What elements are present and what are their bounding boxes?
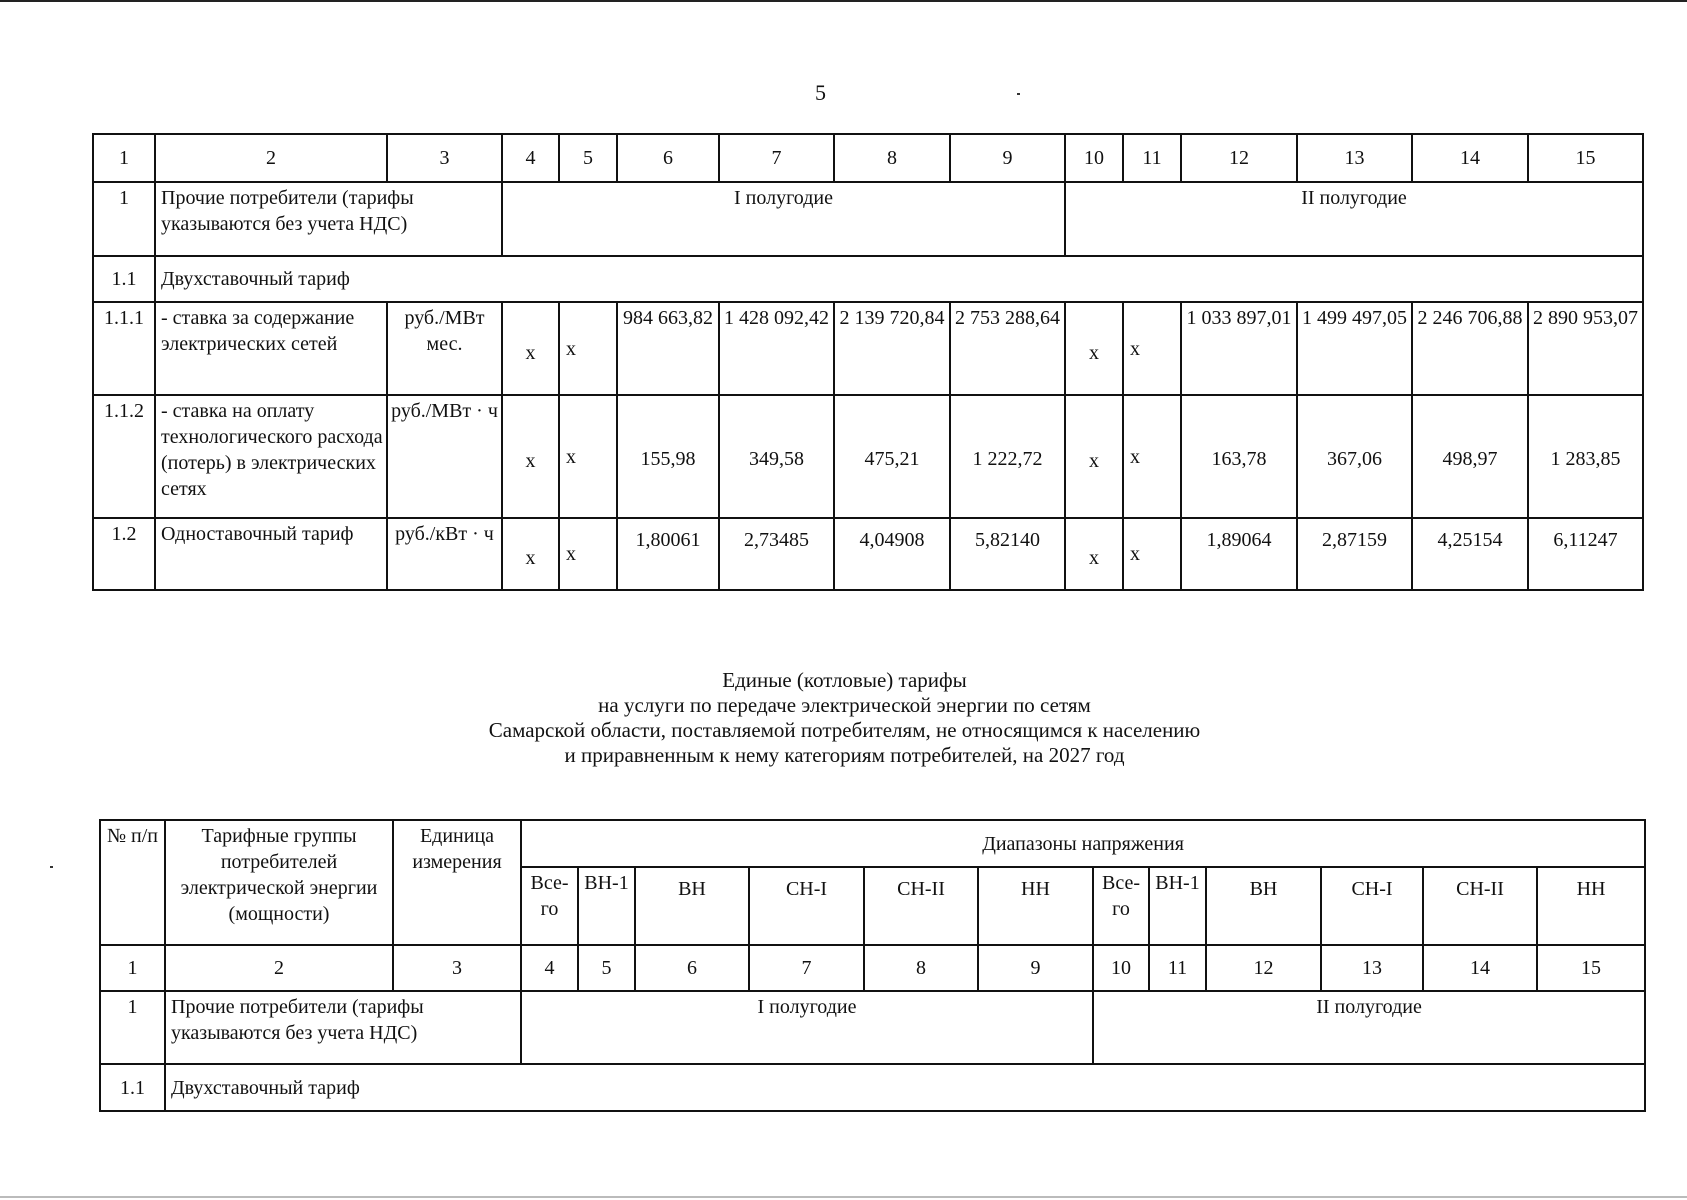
title-line: Самарской области, поставляемой потребителям, не относящимся к населению bbox=[488, 718, 1201, 742]
cell-value: х bbox=[502, 302, 559, 395]
cell-value: 155,98 bbox=[617, 395, 719, 518]
cell-value: 4,04908 bbox=[834, 518, 950, 590]
cell-value: х bbox=[502, 518, 559, 590]
cell-value: 367,06 bbox=[1297, 395, 1412, 518]
col-number: 1 bbox=[100, 945, 165, 991]
col-number: 4 bbox=[502, 134, 559, 182]
header-sub: ВН-1 bbox=[578, 867, 635, 945]
col-number: 14 bbox=[1412, 134, 1528, 182]
row-unit: руб./МВт · ч bbox=[387, 395, 502, 518]
col-number: 8 bbox=[864, 945, 978, 991]
col-number: 5 bbox=[578, 945, 635, 991]
table-row bbox=[93, 302, 1643, 395]
cell-value: х bbox=[1065, 518, 1123, 590]
col-number: 10 bbox=[1093, 945, 1149, 991]
header-sub: ВН bbox=[1206, 867, 1321, 945]
col-number: 8 bbox=[834, 134, 950, 182]
subsection-label: Двухставочный тариф bbox=[165, 1064, 1645, 1111]
col-number: 6 bbox=[617, 134, 719, 182]
header-sub: Все-го bbox=[521, 867, 578, 945]
half-year-1: I полугодие bbox=[521, 991, 1093, 1064]
col-number: 13 bbox=[1297, 134, 1412, 182]
header-row bbox=[100, 820, 1645, 867]
header-sub: НН bbox=[1537, 867, 1645, 945]
col-number: 6 bbox=[635, 945, 749, 991]
tariff-table-2026 bbox=[92, 133, 1644, 591]
col-number: 13 bbox=[1321, 945, 1423, 991]
col-number: 2 bbox=[165, 945, 393, 991]
table-row bbox=[93, 518, 1643, 590]
header-sub: НН bbox=[978, 867, 1093, 945]
header-sub: СН-II bbox=[1423, 867, 1537, 945]
subsection-label: Двухставочный тариф bbox=[155, 256, 1643, 302]
cell-value: х bbox=[559, 302, 617, 395]
header-unit: Единица измерения bbox=[393, 820, 521, 945]
col-number: 1 bbox=[93, 134, 155, 182]
cell-value: 2,73485 bbox=[719, 518, 834, 590]
column-number-row bbox=[100, 945, 1645, 991]
col-number: 12 bbox=[1206, 945, 1321, 991]
document-title bbox=[300, 668, 1389, 768]
col-number: 14 bbox=[1423, 945, 1537, 991]
table-row bbox=[93, 395, 1643, 518]
subsection-row bbox=[93, 256, 1643, 302]
cell-value: 1 283,85 bbox=[1528, 395, 1643, 518]
row-label: - ставка на оплату технологического расхода (потерь) в электрических сетях bbox=[155, 395, 387, 518]
col-number: 11 bbox=[1123, 134, 1181, 182]
row-number: 1 bbox=[100, 991, 165, 1064]
col-number: 7 bbox=[749, 945, 864, 991]
cell-value: 984 663,82 bbox=[617, 302, 719, 395]
row-label: - ставка за содержание электрических сетей bbox=[155, 302, 387, 395]
cell-value: 1 499 497,05 bbox=[1297, 302, 1412, 395]
row-label: Одноставочный тариф bbox=[155, 518, 387, 590]
cell-value: 1,89064 bbox=[1181, 518, 1297, 590]
header-num: № п/п bbox=[100, 820, 165, 945]
cell-value: 498,97 bbox=[1412, 395, 1528, 518]
header-voltage-ranges: Диапазоны напряжения bbox=[521, 820, 1645, 867]
cell-value: х bbox=[559, 518, 617, 590]
page-number: 5 bbox=[815, 80, 826, 105]
cell-value: 2 890 953,07 bbox=[1528, 302, 1643, 395]
col-number: 2 bbox=[155, 134, 387, 182]
scan-edge-top bbox=[0, 0, 1687, 2]
section-row bbox=[100, 991, 1645, 1064]
col-number: 12 bbox=[1181, 134, 1297, 182]
col-number: 3 bbox=[393, 945, 521, 991]
cell-value: х bbox=[559, 395, 617, 518]
row-number: 1.2 bbox=[93, 518, 155, 590]
cell-value: 1,80061 bbox=[617, 518, 719, 590]
row-number: 1.1 bbox=[93, 256, 155, 302]
cell-value: х bbox=[1123, 518, 1181, 590]
tariff-table-2027 bbox=[99, 819, 1646, 1112]
cell-value: 4,25154 bbox=[1412, 518, 1528, 590]
scan-speck bbox=[1017, 93, 1020, 95]
cell-value: 2 246 706,88 bbox=[1412, 302, 1528, 395]
col-number: 5 bbox=[559, 134, 617, 182]
section-label: Прочие потребители (тарифы указываются без учета НДС) bbox=[165, 991, 521, 1064]
cell-value: х bbox=[1123, 395, 1181, 518]
cell-value: 2 753 288,64 bbox=[950, 302, 1065, 395]
cell-value: 1 428 092,42 bbox=[719, 302, 834, 395]
half-year-1: I полугодие bbox=[502, 182, 1065, 256]
row-number: 1 bbox=[93, 182, 155, 256]
cell-value: х bbox=[1065, 302, 1123, 395]
row-unit: руб./кВт · ч bbox=[387, 518, 502, 590]
col-number: 4 bbox=[521, 945, 578, 991]
half-year-2: II полугодие bbox=[1093, 991, 1645, 1064]
title-line: Единые (котловые) тарифы bbox=[722, 668, 967, 692]
column-number-row bbox=[93, 134, 1643, 182]
col-number: 15 bbox=[1528, 134, 1643, 182]
col-number: 15 bbox=[1537, 945, 1645, 991]
section-label: Прочие потребители (тарифы указываются без учета НДС) bbox=[155, 182, 502, 256]
cell-value: 163,78 bbox=[1181, 395, 1297, 518]
cell-value: х bbox=[502, 395, 559, 518]
cell-value: х bbox=[1065, 395, 1123, 518]
half-year-2: II полугодие bbox=[1065, 182, 1643, 256]
col-number: 11 bbox=[1149, 945, 1206, 991]
scan-speck bbox=[50, 866, 53, 868]
col-number: 9 bbox=[950, 134, 1065, 182]
row-number: 1.1.1 bbox=[93, 302, 155, 395]
col-number: 9 bbox=[978, 945, 1093, 991]
title-line: и приравненным к нему категориям потребителей, на 2027 год bbox=[564, 743, 1125, 767]
cell-value: х bbox=[1123, 302, 1181, 395]
header-sub: СН-II bbox=[864, 867, 978, 945]
scan-edge-bottom bbox=[0, 1196, 1687, 1198]
col-number: 3 bbox=[387, 134, 502, 182]
cell-value: 349,58 bbox=[719, 395, 834, 518]
row-unit: руб./МВт мес. bbox=[387, 302, 502, 395]
header-sub: ВН-1 bbox=[1149, 867, 1206, 945]
subsection-row bbox=[100, 1064, 1645, 1111]
cell-value: 1 222,72 bbox=[950, 395, 1065, 518]
cell-value: 6,11247 bbox=[1528, 518, 1643, 590]
cell-value: 5,82140 bbox=[950, 518, 1065, 590]
cell-value: 2,87159 bbox=[1297, 518, 1412, 590]
cell-value: 475,21 bbox=[834, 395, 950, 518]
cell-value: 2 139 720,84 bbox=[834, 302, 950, 395]
section-row bbox=[93, 182, 1643, 256]
header-sub: Все-го bbox=[1093, 867, 1149, 945]
title-line: на услуги по передаче электрической энергии по сетям bbox=[598, 693, 1091, 717]
cell-value: 1 033 897,01 bbox=[1181, 302, 1297, 395]
header-groups: Тарифные группы потребителей электрической энергии (мощности) bbox=[165, 820, 393, 945]
col-number: 7 bbox=[719, 134, 834, 182]
col-number: 10 bbox=[1065, 134, 1123, 182]
header-sub: СН-I bbox=[749, 867, 864, 945]
row-number: 1.1.2 bbox=[93, 395, 155, 518]
header-sub: СН-I bbox=[1321, 867, 1423, 945]
header-sub: ВН bbox=[635, 867, 749, 945]
row-number: 1.1 bbox=[100, 1064, 165, 1111]
